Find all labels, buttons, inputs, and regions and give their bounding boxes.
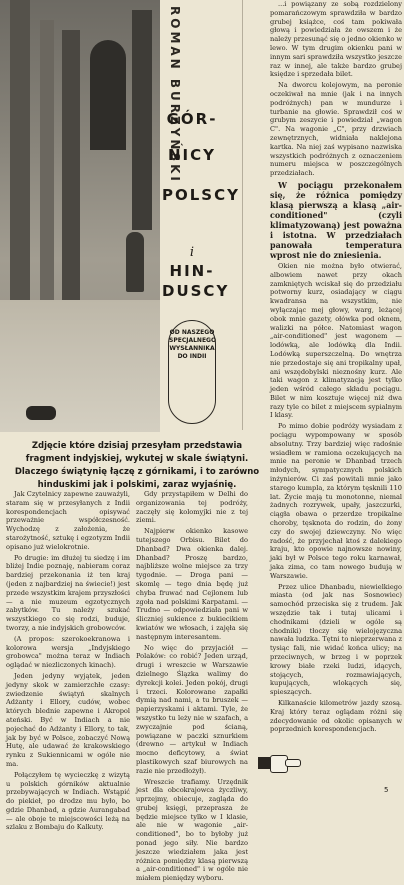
- paragraph: Po mimo dobie podróży wysiadam z pociągu wypompowany w sposób absolutny. Trzy bardziej więc radośnie wsiadłem w ramiona oczekujących na mnie na peronie w Dhanbad trzech młodych, sympatycznych polskich inżynierów. Ci zaś powitali mnie jako starego kumpla, za którym tęsknili 110 lat. Życie mają tu monotonne, niemal żadnych rozrywek, upały, jaszczurki, ciągła obawa o przerdze tropikalne choroby, tęsknota do rodzin, do żony czy do swojej dziewczyny. No więc radość, że przyjechał ktoś z dalekiego kraju, kto opowie najnowsze nowiny, jaki był w Polsce tego roku karnawał, jaka zima, co tam nowego budują w Warszawie.: [270, 422, 402, 580]
- column-right: [270, 0, 402, 736]
- paragraph: Okien nie można było otwierać, albowiem nawet przy okach zamkniętych wciskał się do przedziału potworny kurz, osiadający w ciągu kwadransa na wszystkim, nie wyłączając mej głowy, warg, leżącej obok mnie gazety, ołówka pod oknem, walizki na półce. Natomiast wagon „air-conditioned" jest wagonem — lodówką, ale lodówką dla Indii. Lodówką superszczelną. Do wnętrza nie przedostaje się ani tropikalny upał, ani wszędobylski nieznośny kurz. Ale taki wagon z klimatyzacją jest tylko jeden wśród całego składu pociągu. Bilet w nim kosztuje więcej niż dwa razy tyle co bilet z miejscem sypialnym I klasy.: [270, 261, 402, 420]
- paragraph: Jak Czytelnicy zapewne zauważyli, staram się w przesyłanych z Indii korespondencjach opisywać przeważnie współczesność. Wychodzę z założenia, że starożytność, sztukę i egzotyzm Indii opisano już wielokrotnie.: [6, 490, 130, 551]
- title-conjunction: i: [189, 245, 195, 260]
- paragraph: ...i powiązany ze sobą rozdzielony pomarańczowym sprawdziła w bardzo grubej książce, coś tam pokiwała głową i powiedziała że owszem i że należy przesunąć się o jedno okienko w lewo. W tym drugim okienku pani w innym sari sprawdziła wszystko jeszcze raz w innej, ale także bardzo grubej księdze i sprzedała bilet.: [270, 0, 402, 79]
- paragraph: Wreszcie trafiamy. Urzędnik jest dla obcokrajowca życzliwy, uprzejmy, obiecuje, zagląda do grubej księgi, przeprasza że będzie miejsce tylko w I klasie, ale nie w wagonie „air-conditioned", bo to byłoby już ponad jego siły. Nie bardzo jeszcze wiedziałem jaka jest różnica pomiędzy klasą pierwszą a „air-conditioned" i w ogóle nie miałem pieniędzy wyboru.: [136, 777, 248, 883]
- column-divider: [242, 0, 243, 430]
- paragraph: Po drugie: im dłużej tu siedzę i im bliżej Indie poznaję, nabieram coraz bardziej przekonania iż ten kraj (jeden z najbardziej na świecie!) jest przede wszystkim krajem przyszłości — a nie muzeum egzotycznych zabytków. Tu należy szukać wszystkiego co się rodzi, buduje, tworzy, a nie indyjskich grobowców.: [6, 553, 130, 632]
- paragraph: No więc do przyjaciół — Polaków: co robić? Jeden urząd, drugi i wreszcie w Warszawie dzielnego Ślązka walimy do dyrekcji kolei. Jeden pokój, drugi i trzeci. Kolorowane zapałki dymią nad nami, a tu bruszek — papierzyskami i aktami. Tyle, że wszystko tu leży nie w szafach, a zwyczajnie pod ścianą, powiązane w paczki sznurkiem (drewno — artykuł w Indiach mocno deficytowy, a świat plastikowych szaf biurowych na razie nie przedłożył).: [136, 643, 248, 775]
- pointing-hand-icon: [258, 752, 300, 774]
- paragraph: Jeden jedyny wyjątek, jeden jedyny skok w zamierzchłe czasy: zwiedzenie świątyń skalnych Adżanty i Ellory, cudów, wobec których blednie zapewne i Akropol ateński. Być w Indiach a nie pojechać do Adżanty i Ellory, to tak, jak by być w Polsce, zobaczyć Nową Hutę, ale udawać że krakowskiego rynku z Sukiennicami w ogóle nie ma.: [6, 671, 130, 768]
- column-middle: [136, 490, 248, 885]
- paragraph: Połączyłem tę wycieczkę z wizytą u polskich górników aktualnie przebywających w Indiach. Wstąpić do piekieł, po drodze mu było, bo gdzie Dhanbad, a gdzie Aurangabad — ale oboje te miejscowości leżą na szlaku z Bombaju do Kalkuty.: [6, 770, 130, 832]
- bold-paragraph: W pociągu przekonałem się, że różnica pomiędzy klasą pierwszą a klasą „air-conditioned" (czyli klimatyzowaną) jest poważna i istotna. W przedziałach panowała temperatura wprost nie do zniesienia.: [270, 179, 402, 260]
- paragraph: Na dworcu kolejowym, na peronie oczekiwał na mnie (jak i na innych podróżnych) pan w mundurze i turbanie na głowie. Sprawdził coś w grubym zeszycie i powiedział „wagon C". Na wagonie „C", przy drzwiach zewnętrznych, widniała naklejona kartka. Na niej zaś wypisano nazwiska wszystkich podróżnych z oznaczeniem numeru miejsca w poszczególnych przedziałach.: [270, 81, 402, 178]
- correspondent-seal: OD NASZEGO SPECJALNEGO WYSŁANNIKA DO INDII: [168, 320, 216, 424]
- title-line-3: POLSCY: [162, 186, 240, 204]
- column-left: [6, 490, 130, 834]
- title-line-4: HIN-: [169, 262, 215, 280]
- page-number: 5: [384, 786, 389, 794]
- paragraph: Gdy przystąpiłem w Delhi do organizowania tej podróży, zaczęły się kolomyjki nie z tej ziemi.: [136, 490, 248, 525]
- paragraph: Najpierw okienko kasowe tutejszego Orbisu. Bilet do Dhanbad? Dwa okienka dalej. Dhanbad? Proszę bardzo, najbliższe wolne miejsce za trzy tygodnie. — Droga pani — skomlę — tego dnia będę już chyba fruwać nad Cejlonem lub zgoła nad polskimi Karpatami. — Trudno — odpowiedziała pani w śliczniej sukience z bukiecikiem kwiatów we włosach, i zajęła się następnym interesantem.: [136, 527, 248, 641]
- lead-paragraph: Zdjęcie które dzisiaj przesyłam przedstawia fragment indyjskiej, wykutej w skale świątyni. Dlaczego świątynię łączę z górnikami, i to zarówno hinduskimi jak i polskimi, zaraz wyjaśnię.: [14, 441, 260, 490]
- temple-photo: [0, 0, 160, 432]
- title-line-2: NICY: [167, 146, 216, 164]
- paragraph: Kilkanaście kilometrów jazdy szosą. Kraj który teraz oglądam różni się zdecydowanie od okolic opisanych w poprzednich korespondencjach.: [270, 698, 402, 734]
- title-line-5: DUSCY: [162, 282, 230, 300]
- author-name: ROMAN BURZYŃSKI: [168, 6, 182, 184]
- paragraph: Przez ulice Dhanbadu, niewielkiego miasta (od jak nas Sosnowiec) samochód przeciska się z trudem. Jak wszędzie tak i tutaj ulicami i chodnikami (dzieli w ogóle są chodniki) tłoczy się wielojęzyczna nawała ludzka. Tętni to nieprzerwana z tysiąc fali, nie widać końca ulicy; na przeciwnych, w brzeg i w poprzek krowy białe rzeki ludzi, idących, stojących, rozmawiających, kupujących, wlokących się, spieszących.: [270, 582, 402, 697]
- title-line-1: GÓR-: [166, 110, 218, 128]
- paragraph: (A propos: szerokoekranowa i kolorowa wersja „Indyjskiego grobowca" można teraz w Indiach oglądać w niezliczonych kinach).: [6, 634, 130, 670]
